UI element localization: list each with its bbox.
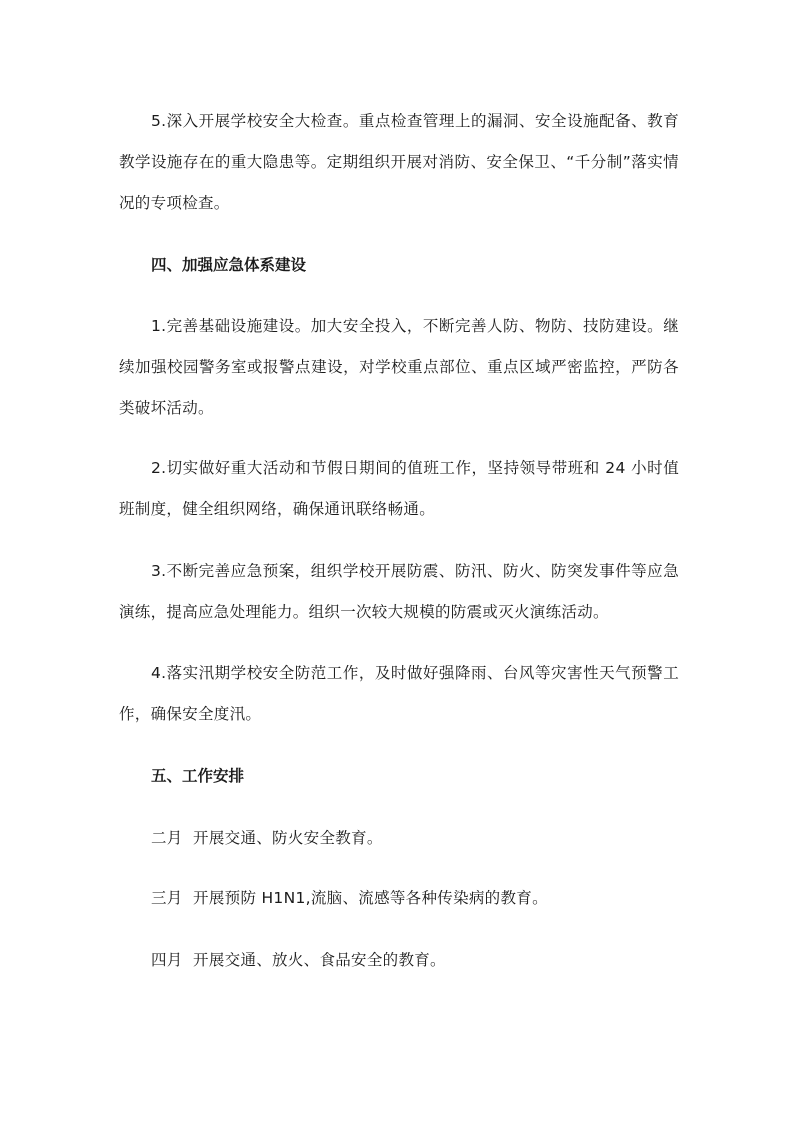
section-heading-emergency-system: 四、加强应急体系建设 <box>151 256 307 274</box>
schedule-item-march: 三月 开展预防 H1N1,流脑、流感等各种传染病的教育。 <box>151 889 548 907</box>
paragraph-duty-work: 2.切实做好重大活动和节假日期间的值班工作，坚持领导带班和 24 小时值班制度，健全组织网络，确保通讯联络畅通。 <box>119 459 679 518</box>
schedule-item-april: 四月 开展交通、放火、食品安全的教育。 <box>151 951 446 969</box>
paragraph-emergency-plans: 3.不断完善应急预案，组织学校开展防震、防汛、防火、防突发事件等应急演练，提高应急处理能力。组织一次较大规模的防震或灭火演练活动。 <box>119 562 679 621</box>
section-heading-work-schedule: 五、工作安排 <box>151 767 245 785</box>
schedule-item-february: 二月 开展交通、防火安全教育。 <box>151 829 383 847</box>
document-body <box>119 101 679 981</box>
paragraph-safety-inspection: 5.深入开展学校安全大检查。重点检查管理上的漏洞、安全设施配备、教育教学设施存在的重大隐患等。定期组织开展对消防、安全保卫、“千分制”落实情况的专项检查。 <box>119 112 679 212</box>
paragraph-flood-season: 4.落实汛期学校安全防范工作，及时做好强降雨、台风等灾害性天气预警工作，确保安全度汛。 <box>119 664 679 723</box>
paragraph-infrastructure: 1.完善基础设施建设。加大安全投入，不断完善人防、物防、技防建设。继续加强校园警务室或报警点建设，对学校重点部位、重点区域严密监控，严防各类破坏活动。 <box>119 317 679 417</box>
